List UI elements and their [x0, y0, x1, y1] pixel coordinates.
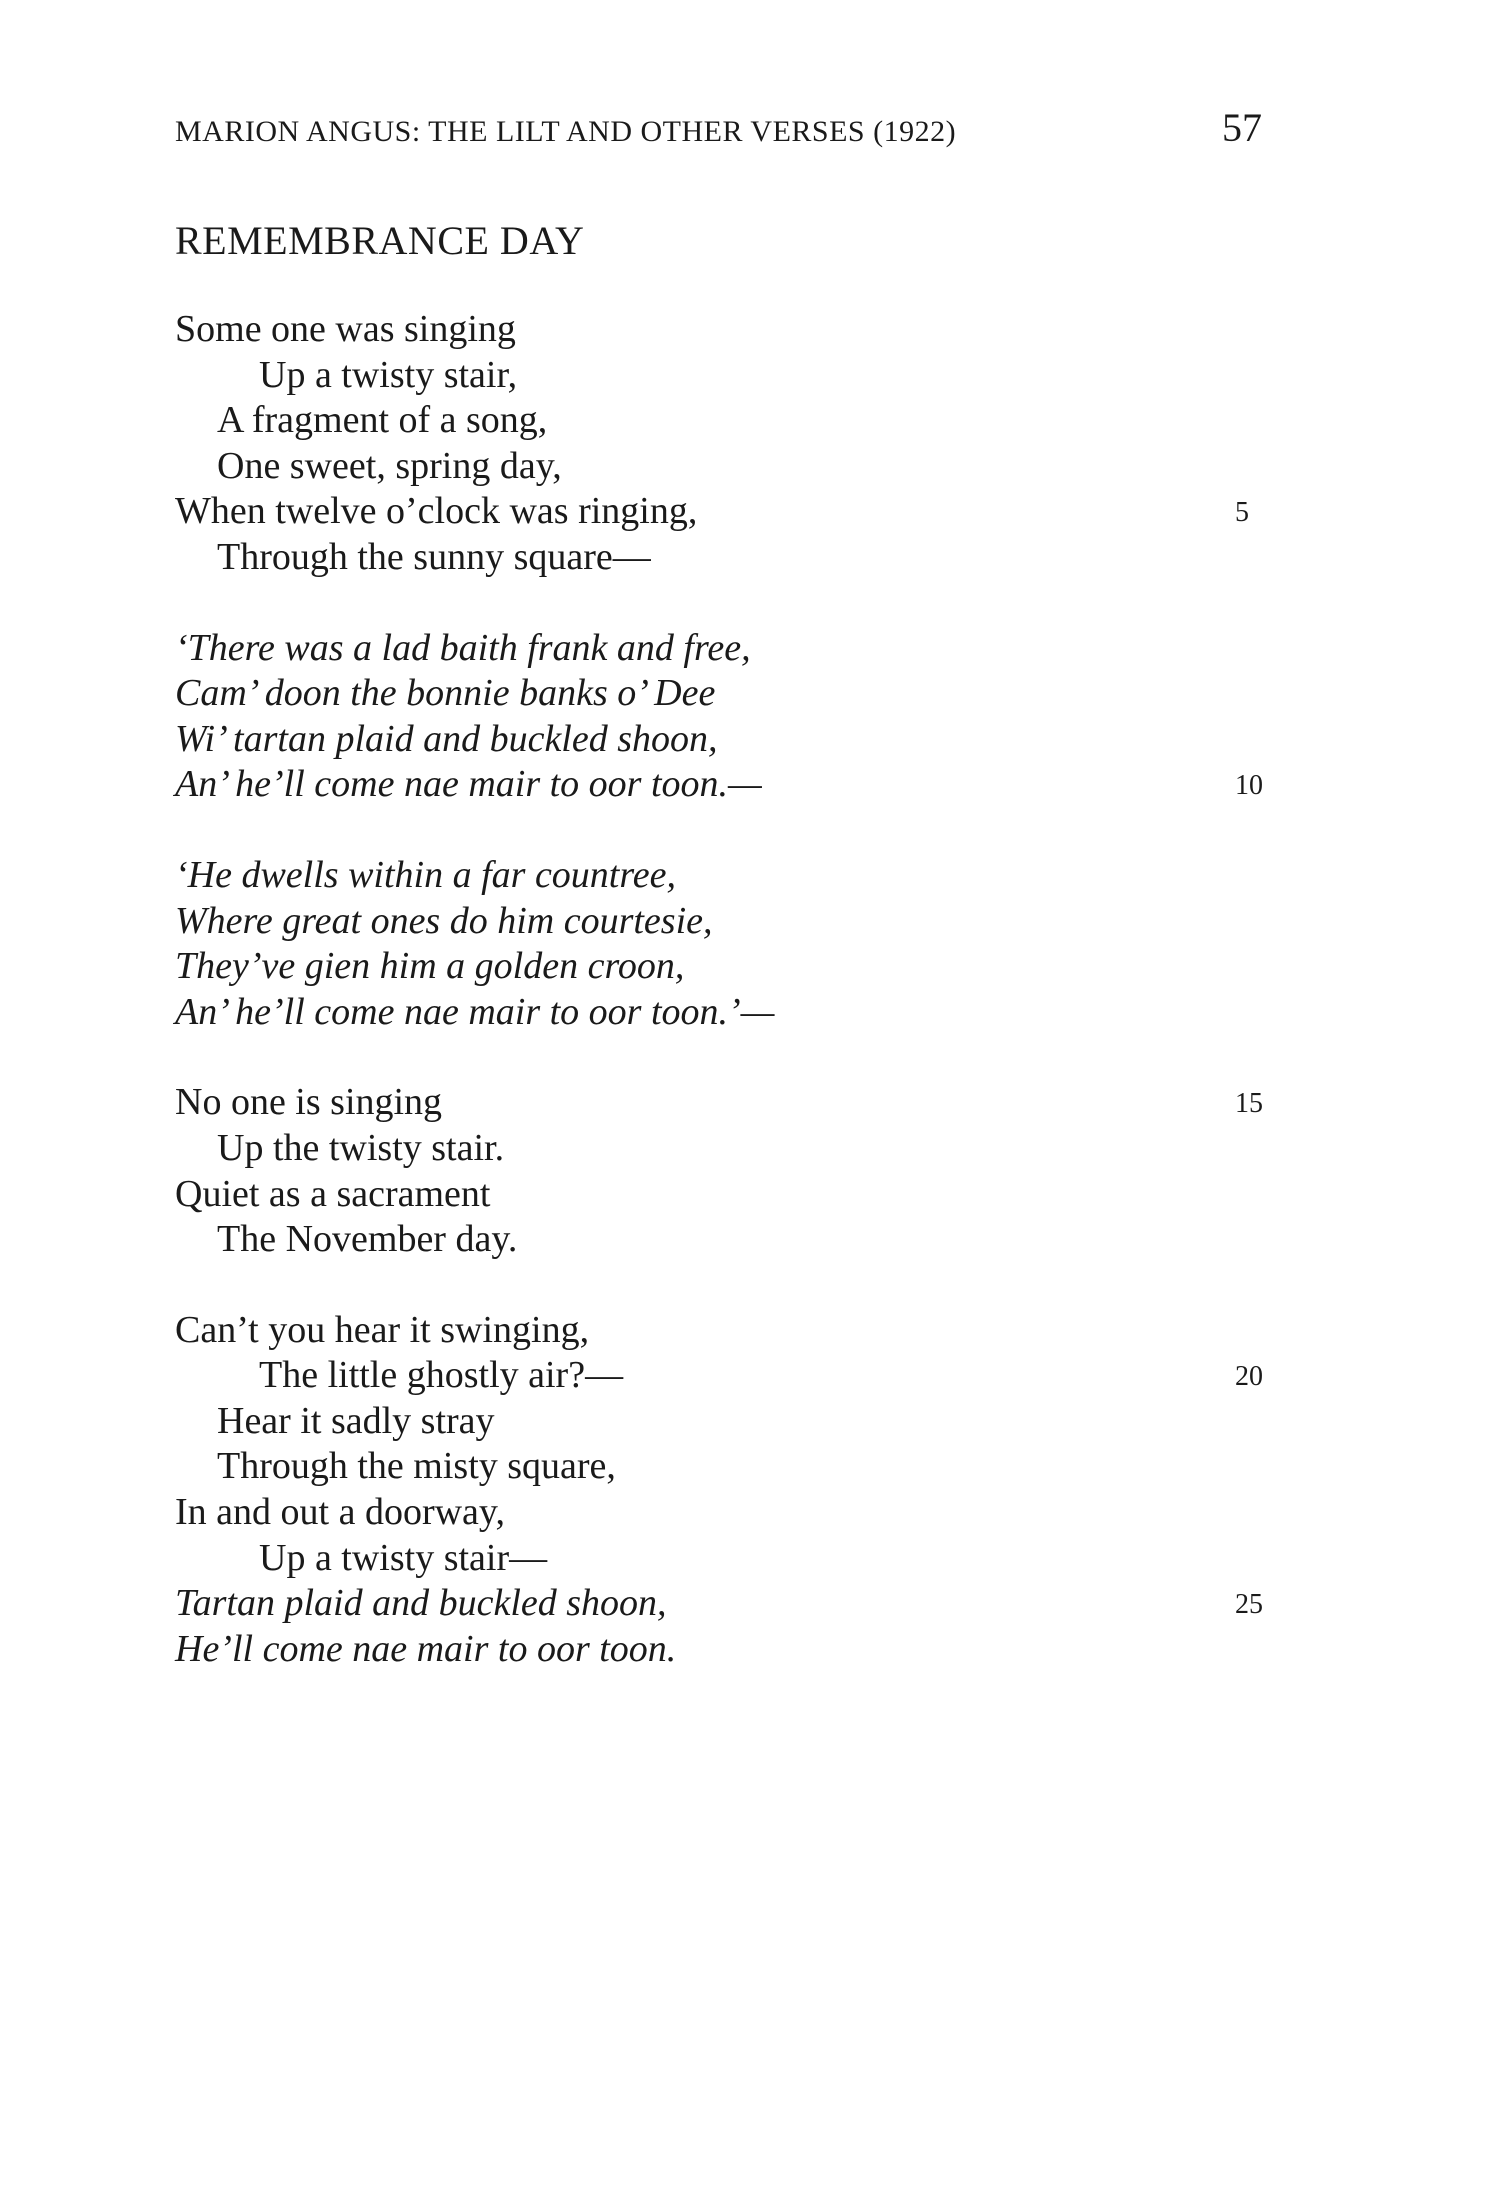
poem-line	[175, 944, 1275, 990]
poem-line	[175, 1353, 1275, 1399]
stanza	[175, 1080, 1275, 1262]
poem-line	[175, 1126, 1275, 1172]
poem-line	[175, 535, 1275, 581]
poem-body	[175, 307, 1275, 1717]
poem-line	[175, 1627, 1275, 1673]
poem-line	[175, 1172, 1275, 1218]
poem-line-text: The November day.	[217, 1218, 518, 1261]
poem-line	[175, 762, 1275, 808]
poem-line	[175, 398, 1275, 444]
poem-line-text: He’ll come nae mair to oor toon.	[175, 1627, 677, 1670]
poem-line	[175, 626, 1275, 672]
poem-line-text: The little ghostly air?—	[259, 1354, 624, 1397]
stanza	[175, 626, 1275, 808]
poem-line-text: ‘He dwells within a far countree,	[175, 853, 676, 896]
poem-line-text: They’ve gien him a golden croon,	[175, 945, 685, 988]
poem-line-text: No one is singing	[175, 1081, 443, 1124]
poem-line-text: Wi’ tartan plaid and buckled shoon,	[175, 717, 718, 760]
poem-line-text: ‘There was a lad baith frank and free,	[175, 626, 751, 669]
poem-line	[175, 1217, 1275, 1263]
poem-line	[175, 671, 1275, 717]
stanza	[175, 853, 1275, 1035]
poem-line-text: An’ he’ll come nae mair to oor toon.—	[175, 763, 762, 806]
running-head: MARION ANGUS: THE LILT AND OTHER VERSES (1922)	[175, 115, 957, 148]
poem-line	[175, 1399, 1275, 1445]
line-number: 5	[1235, 497, 1249, 529]
line-number: 10	[1235, 770, 1263, 802]
poem-line-text: A fragment of a song,	[217, 399, 548, 442]
poem-line	[175, 1308, 1275, 1354]
poem-line	[175, 307, 1275, 353]
poem-line	[175, 353, 1275, 399]
poem-line-text: One sweet, spring day,	[217, 444, 562, 487]
poem-line	[175, 853, 1275, 899]
poem-line-text: Where great ones do him courtesie,	[175, 899, 713, 942]
poem-line-text: In and out a doorway,	[175, 1491, 505, 1534]
poem-line	[175, 717, 1275, 763]
poem-line-text: Some one was singing	[175, 308, 516, 350]
poem-line-text: Cam’ doon the bonnie banks o’ Dee	[175, 672, 716, 715]
poem-line-text: An’ he’ll come nae mair to oor toon.’—	[175, 990, 775, 1033]
poem-line	[175, 489, 1275, 535]
poem-line	[175, 1490, 1275, 1536]
poem-line	[175, 1444, 1275, 1490]
poem-line	[175, 1080, 1275, 1126]
poem-line	[175, 899, 1275, 945]
poem-line-text: Up a twisty stair,	[259, 353, 518, 396]
poem-line-text: Quiet as a sacrament	[175, 1172, 491, 1215]
poem-line	[175, 1536, 1275, 1582]
poem-line-text: When twelve o’clock was ringing,	[175, 490, 698, 533]
poem-line-text: Up the twisty stair.	[217, 1126, 505, 1169]
poem-line-text: Can’t you hear it swinging,	[175, 1308, 590, 1351]
poem-title: REMEMBRANCE DAY	[175, 218, 585, 263]
page-number: 57	[1222, 105, 1262, 150]
line-number: 20	[1235, 1361, 1263, 1393]
poem-line-text: Up a twisty stair—	[259, 1536, 548, 1579]
poem-line-text: Through the sunny square—	[217, 535, 651, 578]
poem-line	[175, 1581, 1275, 1627]
stanza	[175, 307, 1275, 581]
line-number: 15	[1235, 1088, 1263, 1120]
poem-line	[175, 444, 1275, 490]
stanza	[175, 1308, 1275, 1673]
poem-line-text: Tartan plaid and buckled shoon,	[175, 1582, 667, 1625]
line-number: 25	[1235, 1589, 1263, 1621]
poem-line	[175, 990, 1275, 1036]
poem-line-text: Hear it sadly stray	[217, 1399, 495, 1442]
poem-line-text: Through the misty square,	[217, 1445, 616, 1488]
